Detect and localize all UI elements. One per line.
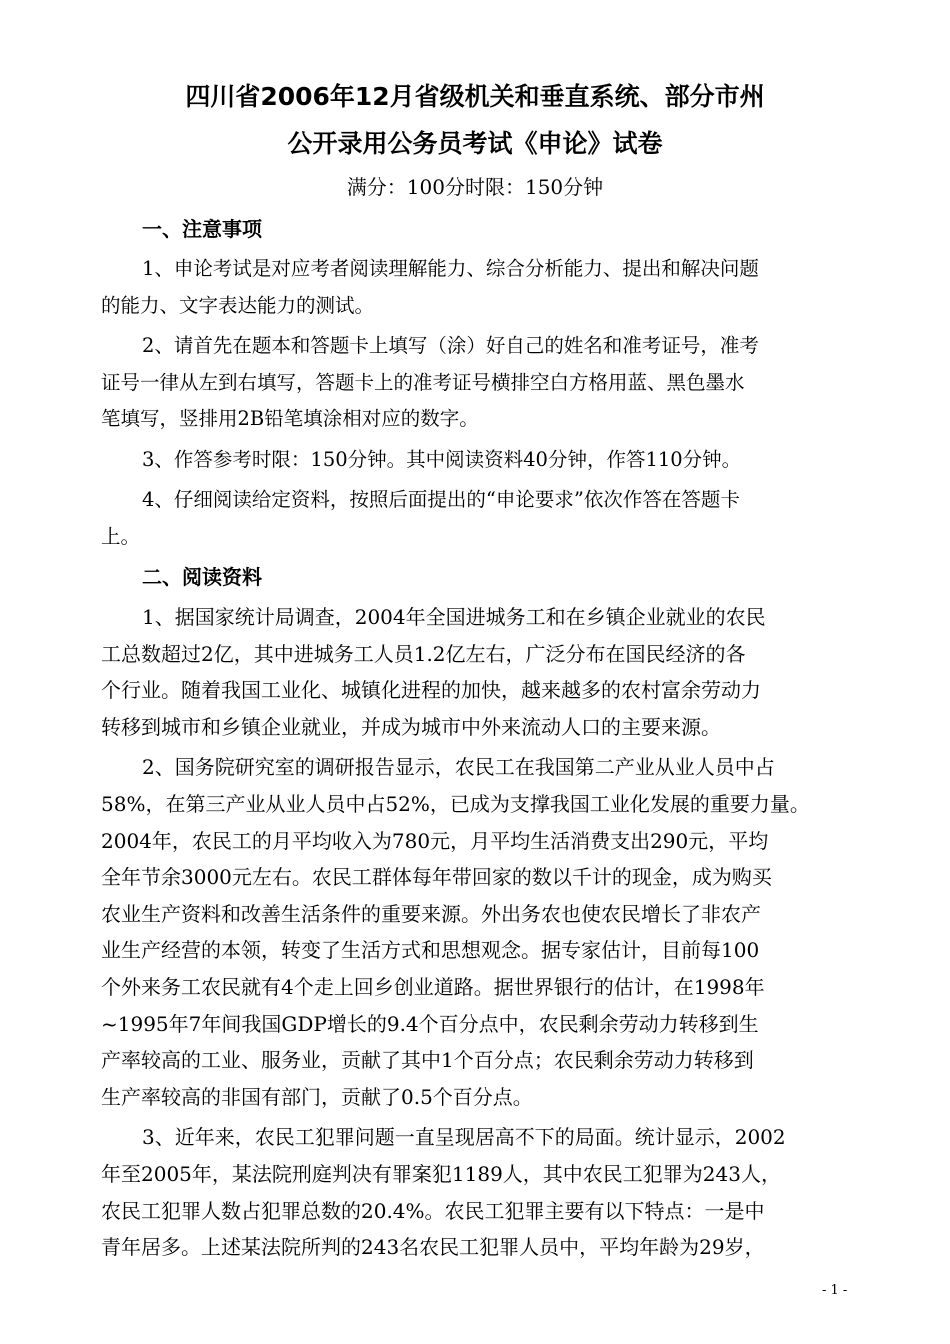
exam-score-and-time-limit: 满分：100分时限：150分钟 <box>346 175 604 199</box>
paragraph-line: 农民工犯罪人数占犯罪总数的20.4%。农民工犯罪主要有以下特点：一是中 <box>101 1198 765 1223</box>
reading-paragraph-1 <box>101 599 851 745</box>
paragraph-line: 2、国务院研究室的调研报告显示，农民工在我国第二产业从业人员中占 <box>142 755 775 780</box>
notice-line: 3、作答参考时限：150分钟。其中阅读资料40分钟，作答110分钟。 <box>142 447 742 471</box>
section-heading-reading-materials: 二、阅读资料 <box>142 565 262 589</box>
paragraph-line: 农业生产资料和改善生活条件的重要来源。外出务农也使农民增长了非农产 <box>101 901 761 926</box>
paragraph-line: 生产率较高的非国有部门，贡献了0.5个百分点。 <box>101 1084 533 1109</box>
paragraph-line: 58%，在第三产业从业人员中占52%，已成为支撑我国工业化发展的重要力量。 <box>101 791 810 816</box>
paragraph-line: 3、近年来，农民工犯罪问题一直呈现居高不下的局面。统计显示，2002 <box>142 1125 786 1150</box>
paragraph-line: ~1995年7年间我国GDP增长的9.4个百分点中，农民剩余劳动力转移到生 <box>101 1011 759 1036</box>
paragraph-line: 1、据国家统计局调查，2004年全国进城务工和在乡镇企业就业的农民 <box>142 605 766 629</box>
paragraph-line: 2004年，农民工的月平均收入为780元，月平均生活消费支出290元，平均 <box>101 828 769 853</box>
notice-line: 2、请首先在题本和答题卡上填写（涂）好自己的姓名和准考证号，准考 <box>142 334 759 357</box>
paragraph-line: 青年居多。上述某法院所判的243名农民工犯罪人员中，平均年龄为29岁， <box>101 1235 765 1260</box>
paragraph-line: 业生产经营的本领，转变了生活方式和思想观念。据专家估计，目前每100 <box>101 938 760 963</box>
notice-item-3 <box>101 442 851 479</box>
paragraph-line: 工总数超过2亿，其中进城务工人员1.2亿左右，广泛分布在国民经济的各 <box>101 641 746 666</box>
notice-line: 4、仔细阅读给定资料，按照后面提出的“申论要求”依次作答在答题卡 <box>142 488 740 511</box>
notice-line: 1、申论考试是对应考者阅读理解能力、综合分析能力、提出和解决问题 <box>142 257 759 280</box>
notice-line: 笔填写，竖排用2B铅笔填涂相对应的数字。 <box>101 407 479 430</box>
page-number: - 1 - <box>822 1283 848 1298</box>
paragraph-line: 转移到城市和乡镇企业就业，并成为城市中外来流动人口的主要来源。 <box>101 714 721 739</box>
paragraph-line: 个外来务工农民就有4个走上回乡创业道路。据世界银行的估计，在1998年 <box>101 974 765 999</box>
notice-line: 的能力、文字表达能力的测试。 <box>101 293 375 317</box>
notice-line: 上。 <box>101 524 141 548</box>
paragraph-line: 年至2005年，某法院刑庭判决有罪案犯1189人，其中农民工犯罪为243人， <box>101 1161 781 1186</box>
notice-item-1 <box>101 251 851 324</box>
notice-line: 证号一律从左到右填写，答题卡上的准考证号横排空白方格用蓝、黑色墨水 <box>101 370 745 394</box>
notice-item-4 <box>101 482 851 555</box>
reading-paragraph-3 <box>101 1119 851 1265</box>
paragraph-line: 个行业。随着我国工业化、城镇化进程的加快，越来越多的农村富余劳动力 <box>101 678 761 703</box>
document-body <box>101 211 851 1270</box>
notice-item-2 <box>101 328 851 438</box>
document-title-line-1: 四川省2006年12月省级机关和垂直系统、部分市州 <box>185 82 765 111</box>
reading-paragraph-2 <box>101 749 851 1115</box>
section-heading-notes: 一、注意事项 <box>142 217 262 241</box>
paragraph-line: 产率较高的工业、服务业，贡献了其中1个百分点；农民剩余劳动力转移到 <box>101 1048 754 1073</box>
document-title-line-2: 公开录用公务员考试《申论》试卷 <box>287 129 663 158</box>
paragraph-line: 全年节余3000元左右。农民工群体每年带回家的数以千计的现金，成为购买 <box>101 865 772 890</box>
